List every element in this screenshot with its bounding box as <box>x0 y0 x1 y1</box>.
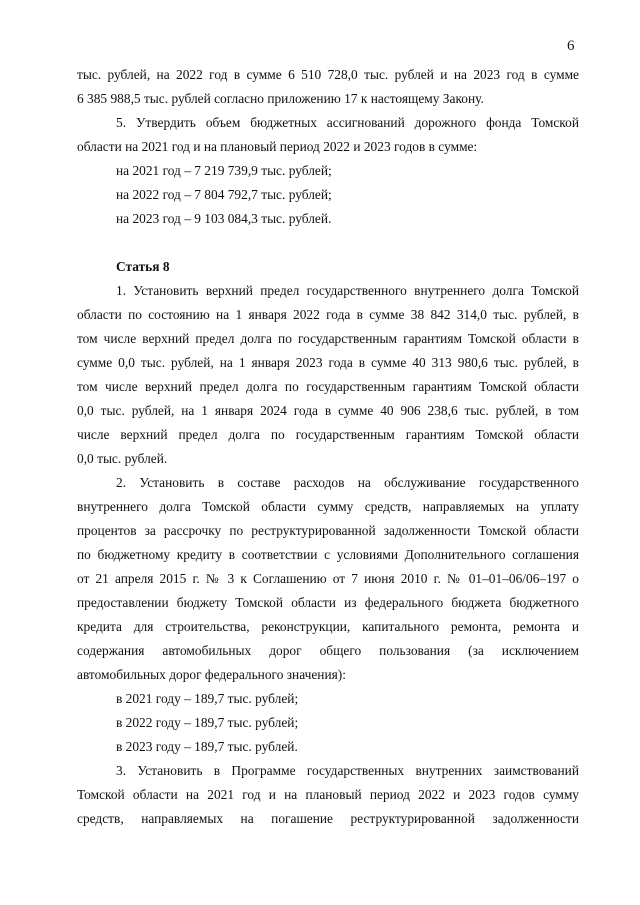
text-line: 0,0 тыс. рублей, на 1 января 2024 года в сумме 40 906 238,6 тыс. рублей, в том <box>77 403 579 418</box>
text-line: 6 385 988,5 тыс. рублей согласно приложению 17 к настоящему Закону. <box>77 91 484 106</box>
list-item: на 2023 год – 9 103 084,3 тыс. рублей. <box>116 211 332 226</box>
text-line: предоставлении бюджету Томской области из федерального бюджета бюджетного <box>77 595 579 610</box>
text-line: 0,0 тыс. рублей. <box>77 451 168 466</box>
text-line: тыс. рублей, на 2022 год в сумме 6 510 728,0 тыс. рублей и на 2023 год в сумме <box>77 67 579 82</box>
text-line: 1. Установить верхний предел государственного внутреннего долга Томской <box>116 283 579 298</box>
text-line: процентов за рассрочку по реструктурированной задолженности Томской области <box>77 523 579 538</box>
list-item: в 2022 году – 189,7 тыс. рублей; <box>116 715 299 730</box>
text-line: автомобильных дорог федерального значения): <box>77 667 346 682</box>
text-line: том числе верхний предел долга по государственным гарантиям Томской области в <box>77 331 579 346</box>
text-line: средств, направляемых на погашение реструктурированной задолженности <box>77 811 579 826</box>
text-line: 2. Установить в составе расходов на обслуживание государственного <box>116 475 579 490</box>
text-line: по бюджетному кредиту в соответствии с условиями Дополнительного соглашения <box>77 547 579 562</box>
text-line: сумме 0,0 тыс. рублей, на 1 января 2023 года в сумме 40 313 980,6 тыс. рублей, в <box>77 355 579 370</box>
list-item: в 2023 году – 189,7 тыс. рублей. <box>116 739 298 754</box>
text-line: числе верхний предел долга по государственным гарантиям Томской области <box>77 427 579 442</box>
list-item: в 2021 году – 189,7 тыс. рублей; <box>116 691 299 706</box>
text-line: области по состоянию на 1 января 2022 года в сумме 38 842 314,0 тыс. рублей, в <box>77 307 579 322</box>
text-line: области на 2021 год и на плановый период 2022 и 2023 годов в сумме: <box>77 139 478 154</box>
page-number: 6 <box>567 38 575 54</box>
list-item: на 2022 год – 7 804 792,7 тыс. рублей; <box>116 187 332 202</box>
text-line: том числе верхний предел долга по государственным гарантиям Томской области <box>77 379 579 394</box>
text-line: внутреннего долга Томской области сумму средств, направляемых на уплату <box>77 499 579 514</box>
text-line: Томской области на 2021 год и на плановый период 2022 и 2023 годов сумму <box>77 787 579 802</box>
text-line: 5. Утвердить объем бюджетных ассигнований дорожного фонда Томской <box>116 115 579 130</box>
text-line: от 21 апреля 2015 г. № 3 к Соглашению от 7 июня 2010 г. № 01–01–06/06–197 о <box>77 571 579 586</box>
text-line: кредита для строительства, реконструкции, капитального ремонта, ремонта и <box>77 619 579 634</box>
text-line: 3. Установить в Программе государственных внутренних заимствований <box>116 763 579 778</box>
article-heading: Статья 8 <box>116 259 170 274</box>
text-line: содержания автомобильных дорог общего пользования (за исключением <box>77 643 579 658</box>
list-item: на 2021 год – 7 219 739,9 тыс. рублей; <box>116 163 332 178</box>
